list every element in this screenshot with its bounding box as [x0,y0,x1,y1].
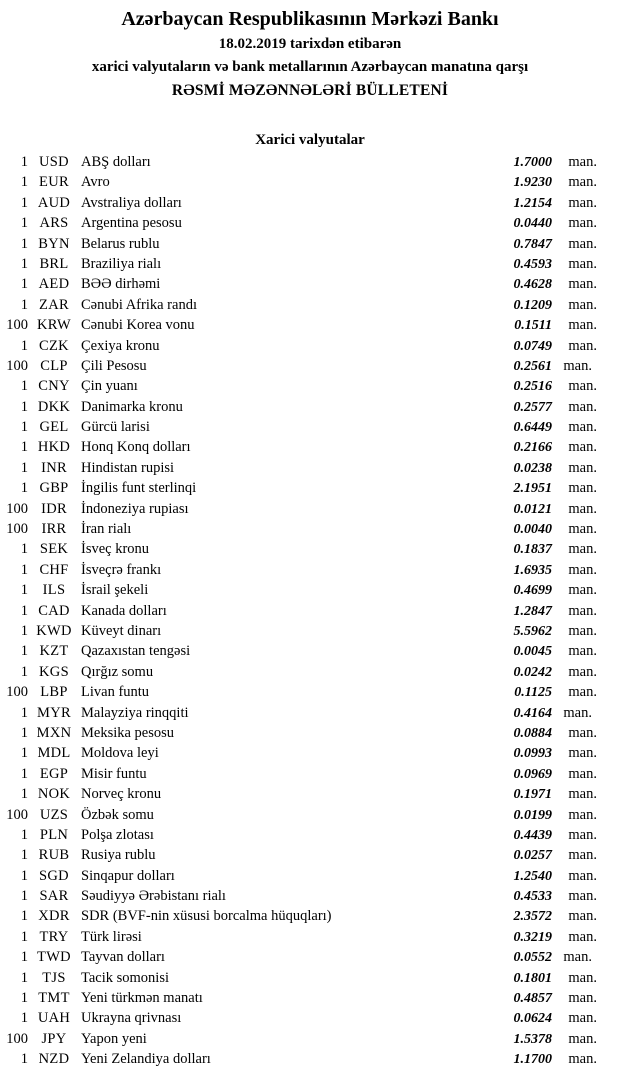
currency-name: Kanada dolları [81,602,167,619]
unit-label: man. [568,908,597,925]
unit-label: man. [568,826,597,843]
currency-code: CLP [40,357,68,374]
currency-code: IDR [41,500,67,517]
currency-code: MXN [36,724,72,741]
unit-label: man. [568,296,597,313]
currency-code: GEL [39,419,69,436]
currency-row [0,478,620,498]
unit-label: man. [568,174,597,191]
currency-row [0,906,620,926]
rate-value: 0.4533 [513,889,552,905]
currency-row [0,886,620,906]
currency-name: Meksika pesosu [81,724,175,741]
unit-label: man. [568,1010,597,1027]
currency-quantity: 1 [20,1051,28,1068]
currency-code: EGP [39,765,69,782]
currency-code: IRR [41,521,67,538]
unit-label: man. [568,684,597,701]
unit-label: man. [568,337,597,354]
rate-value: 0.2516 [513,379,552,395]
currency-row [0,662,620,682]
subject-line: xarici valyutaların və bank metallarının Azərbaycan manatına qarşı [91,59,529,75]
currency-code: AED [38,276,70,293]
currency-row [0,376,620,396]
currency-quantity: 1 [20,786,28,803]
rate-value: 0.0552 [513,950,552,966]
section-title-foreign-currencies: Xarici valyutalar [255,132,365,148]
unit-label: man. [563,949,592,966]
currency-name: Səudiyyə Ərəbistanı rialı [81,888,226,905]
currency-quantity: 100 [6,684,28,701]
currency-name: Rusiya rublu [81,847,156,864]
rate-value: 1.9230 [513,175,552,191]
unit-label: man. [568,500,597,517]
unit-label: man. [568,378,597,395]
currency-quantity: 1 [20,174,28,191]
rate-value: 1.6935 [513,562,552,578]
currency-quantity: 1 [20,704,28,721]
currency-code: CAD [38,602,70,619]
currency-code: NOK [37,786,71,803]
rate-value: 0.0969 [513,766,552,782]
currency-row [0,743,620,763]
currency-row [0,723,620,743]
currency-quantity: 1 [20,969,28,986]
currency-row [0,519,620,539]
currency-code: UAH [37,1010,71,1027]
currency-row [0,988,620,1008]
unit-label: man. [568,602,597,619]
currency-quantity: 1 [20,296,28,313]
rate-value: 2.3572 [513,909,552,925]
currency-name: Yapon yeni [81,1030,147,1047]
unit-label: man. [568,439,597,456]
rate-value: 0.0121 [513,501,552,517]
currency-name: Tayvan dolları [81,949,165,966]
unit-label: man. [568,724,597,741]
rate-value: 0.1209 [513,297,552,313]
currency-name: İngilis funt sterlinqi [81,480,197,497]
currency-quantity: 1 [20,724,28,741]
currency-row [0,152,620,172]
currency-row [0,1008,620,1028]
currency-quantity: 1 [20,1010,28,1027]
unit-label: man. [568,969,597,986]
currency-name: Honq Konq dolları [81,439,191,456]
currency-code: TWD [37,949,71,966]
currency-code: USD [39,154,69,170]
currency-quantity: 1 [20,949,28,966]
rate-value: 0.0045 [513,644,552,660]
currency-quantity: 1 [20,867,28,884]
currency-quantity: 1 [20,888,28,905]
currency-quantity: 1 [20,928,28,945]
unit-label: man. [568,643,597,660]
currency-row [0,1029,620,1049]
rate-value: 0.4857 [513,991,552,1007]
currency-code: RUB [38,847,70,864]
rate-value: 0.0749 [513,338,552,354]
rate-value: 1.1700 [513,1052,552,1068]
currency-row [0,315,620,335]
currency-row [0,866,620,886]
unit-label: man. [568,1051,597,1068]
rate-value: 0.2577 [513,399,552,415]
currency-row [0,254,620,274]
currency-quantity: 1 [20,582,28,599]
currency-row [0,703,620,723]
currency-code: KRW [37,317,71,334]
currency-quantity: 1 [20,398,28,415]
currency-row [0,784,620,804]
currency-name: İndoneziya rupiası [81,500,189,517]
currency-name: Yeni Zelandiya dolları [81,1051,211,1068]
currency-row [0,845,620,865]
currency-row [0,295,620,315]
currency-code: GBP [39,480,69,497]
currency-name: Sinqapur dolları [81,867,175,884]
rate-value: 0.4164 [513,705,552,721]
unit-label: man. [568,561,597,578]
rate-value: 0.1837 [513,542,552,558]
currency-quantity: 100 [6,317,28,334]
effective-date-line: 18.02.2019 tarixdən etibarən [218,36,402,52]
rates-table [0,152,620,1070]
currency-name: İsveçrə frankı [81,561,162,578]
currency-code: KZT [39,643,69,660]
rate-value: 0.1971 [513,787,552,803]
rate-value: 0.3219 [513,929,552,945]
currency-name: Avstraliya dolları [81,194,182,211]
currency-quantity: 100 [6,1030,28,1047]
rate-value: 0.0242 [513,664,552,680]
rate-value: 0.0238 [513,460,552,476]
rate-value: 1.2154 [513,195,552,211]
currency-quantity: 1 [20,908,28,925]
currency-row [0,274,620,294]
currency-row [0,234,620,254]
currency-row [0,172,620,192]
currency-name: Malayziya rinqqiti [81,704,189,721]
currency-name: Hindistan rupisi [81,459,175,476]
currency-code: SAR [39,888,69,905]
rate-value: 0.0040 [513,522,552,538]
currency-quantity: 1 [20,480,28,497]
currency-quantity: 1 [20,663,28,680]
currency-code: NZD [38,1051,70,1068]
currency-code: DKK [37,398,71,415]
currency-quantity: 1 [20,622,28,639]
currency-row [0,580,620,600]
currency-name: Moldova leyi [81,745,159,762]
rate-value: 0.4593 [513,256,552,272]
rate-value: 0.4628 [513,277,552,293]
currency-code: MDL [37,745,71,762]
currency-row [0,927,620,947]
currency-name: Polşa zlotası [81,826,154,843]
rate-value: 0.1801 [513,970,552,986]
currency-name: ABŞ dolları [81,154,151,170]
unit-label: man. [568,1030,597,1047]
currency-name: Livan funtu [81,684,150,701]
currency-name: Tacik somonisi [81,969,169,986]
unit-label: man. [568,480,597,497]
currency-quantity: 1 [20,541,28,558]
currency-quantity: 100 [6,806,28,823]
currency-quantity: 100 [6,357,28,374]
currency-name: Belarus rublu [81,235,160,252]
currency-row [0,641,620,661]
currency-row [0,805,620,825]
rate-value: 0.6449 [513,420,552,436]
currency-row [0,621,620,641]
unit-label: man. [568,888,597,905]
currency-quantity: 100 [6,500,28,517]
unit-label: man. [568,398,597,415]
currency-row [0,601,620,621]
currency-name: İsveç kronu [81,541,150,558]
currency-quantity: 1 [20,561,28,578]
currency-row [0,336,620,356]
rate-value: 5.5962 [513,623,552,639]
currency-name: Braziliya rialı [81,255,162,272]
currency-name: Norveç kronu [81,786,162,803]
unit-label: man. [568,521,597,538]
rate-value: 0.4699 [513,583,552,599]
currency-quantity: 1 [20,459,28,476]
currency-quantity: 1 [20,439,28,456]
currency-code: CZK [39,337,69,354]
rate-value: 1.2847 [513,603,552,619]
currency-code: XDR [38,908,70,925]
currency-quantity: 1 [20,419,28,436]
currency-quantity: 1 [20,255,28,272]
currency-code: BRL [39,255,69,272]
currency-name: Çin yuanı [81,378,138,395]
currency-row [0,397,620,417]
document-header [0,5,620,102]
rate-value: 0.0884 [513,725,552,741]
currency-quantity: 1 [20,765,28,782]
currency-row [0,968,620,988]
unit-label: man. [568,928,597,945]
unit-label: man. [568,663,597,680]
currency-quantity: 1 [20,826,28,843]
currency-row [0,193,620,213]
currency-code: KGS [39,663,69,680]
currency-code: EUR [39,174,69,191]
currency-name: SDR (BVF-nin xüsusi borcalma hüquqları) [81,908,332,925]
currency-code: LBP [40,684,68,701]
currency-name: Cənubi Afrika randı [81,296,197,313]
currency-name: Cənubi Korea vonu [81,317,195,334]
currency-quantity: 1 [20,215,28,232]
rate-value: 0.0199 [513,807,552,823]
rate-value: 1.5378 [513,1031,552,1047]
rate-value: 0.0993 [513,746,552,762]
currency-quantity: 1 [20,235,28,252]
currency-row [0,682,620,702]
currency-row [0,947,620,967]
currency-row [0,458,620,478]
currency-quantity: 100 [6,521,28,538]
currency-code: ZAR [39,296,69,313]
currency-row [0,764,620,784]
unit-label: man. [568,765,597,782]
currency-code: AUD [37,194,71,211]
currency-name: İran rialı [81,521,132,538]
currency-quantity: 1 [20,745,28,762]
currency-code: TMT [38,990,70,1007]
currency-code: PLN [39,826,69,843]
currency-row [0,539,620,559]
rate-value: 0.1125 [514,685,552,701]
currency-code: CNY [38,378,70,395]
unit-label: man. [568,419,597,436]
currency-name: Gürcü larisi [81,419,150,436]
unit-label: man. [568,235,597,252]
currency-name: Çexiya kronu [81,337,160,354]
unit-label: man. [563,357,592,374]
unit-label: man. [568,276,597,293]
currency-code: TJS [42,969,66,986]
currency-code: SEK [39,541,69,558]
currency-code: INR [41,459,67,476]
currency-quantity: 1 [20,378,28,395]
currency-name: Türk lirəsi [81,928,142,945]
currency-code: ILS [42,582,66,599]
currency-name: Ukrayna qrivnası [81,1010,182,1027]
unit-label: man. [568,255,597,272]
currency-code: BYN [38,235,70,252]
rate-value: 0.4439 [513,827,552,843]
currency-code: UZS [39,806,69,823]
currency-name: Küveyt dinarı [81,622,162,639]
rate-value: 0.2561 [513,358,552,374]
currency-name: Özbək somu [81,806,154,823]
currency-quantity: 1 [20,643,28,660]
unit-label: man. [568,847,597,864]
currency-code: CHF [39,561,69,578]
currency-code: JPY [41,1030,67,1047]
unit-label: man. [568,215,597,232]
currency-code: SGD [39,867,69,884]
unit-label: man. [568,990,597,1007]
unit-label: man. [568,582,597,599]
currency-code: HKD [37,439,71,456]
currency-quantity: 1 [20,602,28,619]
currency-quantity: 1 [20,847,28,864]
currency-row [0,437,620,457]
currency-quantity: 1 [20,154,28,170]
currency-row [0,213,620,233]
currency-name: BƏƏ dirhəmi [81,276,161,293]
unit-label: man. [568,745,597,762]
rate-value: 0.1511 [514,318,552,334]
currency-row [0,499,620,519]
currency-name: İsrail şekeli [81,582,149,599]
currency-code: ARS [39,215,69,232]
currency-code: KWD [36,622,72,639]
currency-row [0,417,620,437]
bulletin-title-line: RƏSMİ MƏZƏNNƏLƏRİ BÜLLETENİ [171,82,449,99]
unit-label: man. [568,622,597,639]
rate-value: 0.0257 [513,848,552,864]
currency-quantity: 1 [20,990,28,1007]
rate-value: 0.0440 [513,216,552,232]
unit-label: man. [568,154,597,170]
rate-value: 2.1951 [513,481,552,497]
currency-row [0,825,620,845]
currency-quantity: 1 [20,194,28,211]
currency-row [0,1049,620,1069]
currency-name: Danimarka kronu [81,398,183,415]
currency-name: Yeni türkmən manatı [81,990,203,1007]
currency-code: TRY [39,928,69,945]
currency-quantity: 1 [20,337,28,354]
currency-row [0,560,620,580]
currency-code: MYR [37,704,71,721]
currency-row [0,356,620,376]
currency-name: Çili Pesosu [81,357,147,374]
unit-label: man. [568,786,597,803]
bank-title: Azərbaycan Respublikasının Mərkəzi Bankı [121,8,499,30]
unit-label: man. [568,867,597,884]
rate-value: 0.2166 [513,440,552,456]
unit-label: man. [568,317,597,334]
unit-label: man. [568,541,597,558]
unit-label: man. [563,704,592,721]
currency-name: Qırğız somu [81,663,154,680]
unit-label: man. [568,194,597,211]
rate-value: 1.7000 [513,155,552,170]
rate-value: 0.7847 [513,236,552,252]
rate-value: 1.2540 [513,868,552,884]
unit-label: man. [568,806,597,823]
currency-name: Qazaxıstan tengəsi [81,643,191,660]
rate-value: 0.0624 [513,1011,552,1027]
currency-name: Argentina pesosu [81,215,182,232]
unit-label: man. [568,459,597,476]
currency-name: Misir funtu [81,765,147,782]
currency-quantity: 1 [20,276,28,293]
currency-name: Avro [81,174,110,191]
